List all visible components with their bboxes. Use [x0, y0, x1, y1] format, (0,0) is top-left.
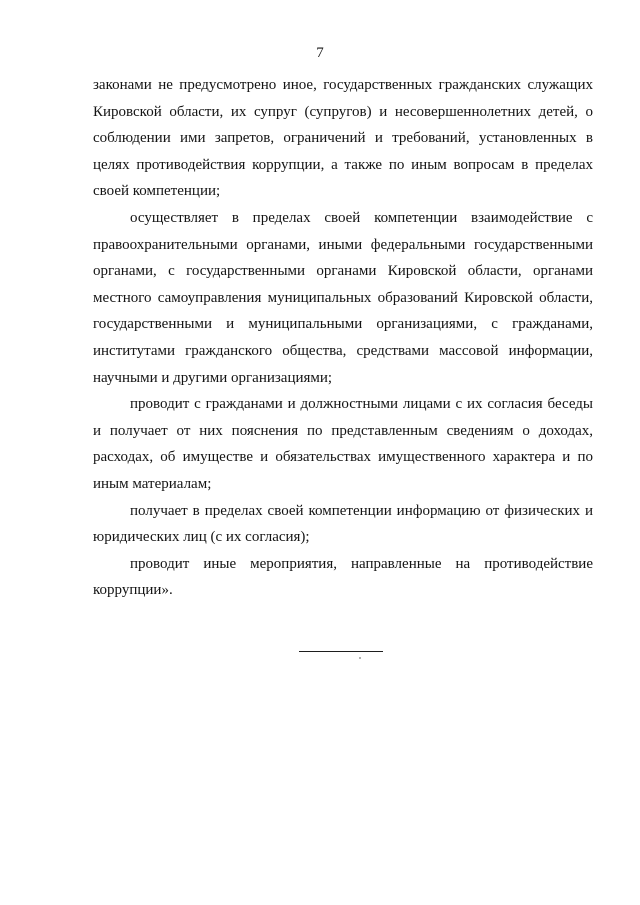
paragraph-interaction: осуществляет в пределах своей компетенции взаимодействие с правоохранительными органами, иными федеральными государственными органами, с государственными органами Кировской области, органами местного самоуправления муниципальных образований Кировской области, государственными и муниципальными организациями, с гражданами, институтами гражданского общества, средствами массовой информации, научными и другими организациями; — [93, 209, 593, 386]
scan-speck — [359, 657, 361, 659]
paragraph-information-requests: получает в пределах своей компетенции информацию от физических и юридических лиц (с их согласия); — [93, 502, 593, 546]
paragraph-other-measures: проводит иные мероприятия, направленные на противодействие коррупции». — [93, 555, 593, 599]
paragraph-interviews: проводит с гражданами и должностными лицами с их согласия беседы и получает от них пояснения по представленным сведениям о доходах, расходах, об имуществе и обязательствах имущественного характера и по иным материалам; — [93, 396, 593, 492]
paragraph-continuation: законами не предусмотрено иное, государственных гражданских служащих Кировской области, их супруг (супругов) и несовершеннолетних детей, о соблюдении ими запретов, ограничений и требований, установленных в целях противодействия коррупции, а также по иным вопросам в пределах своей компетенции; — [93, 77, 593, 200]
document-body — [93, 72, 593, 604]
page-number: 7 — [316, 45, 324, 61]
closing-rule — [299, 651, 383, 652]
